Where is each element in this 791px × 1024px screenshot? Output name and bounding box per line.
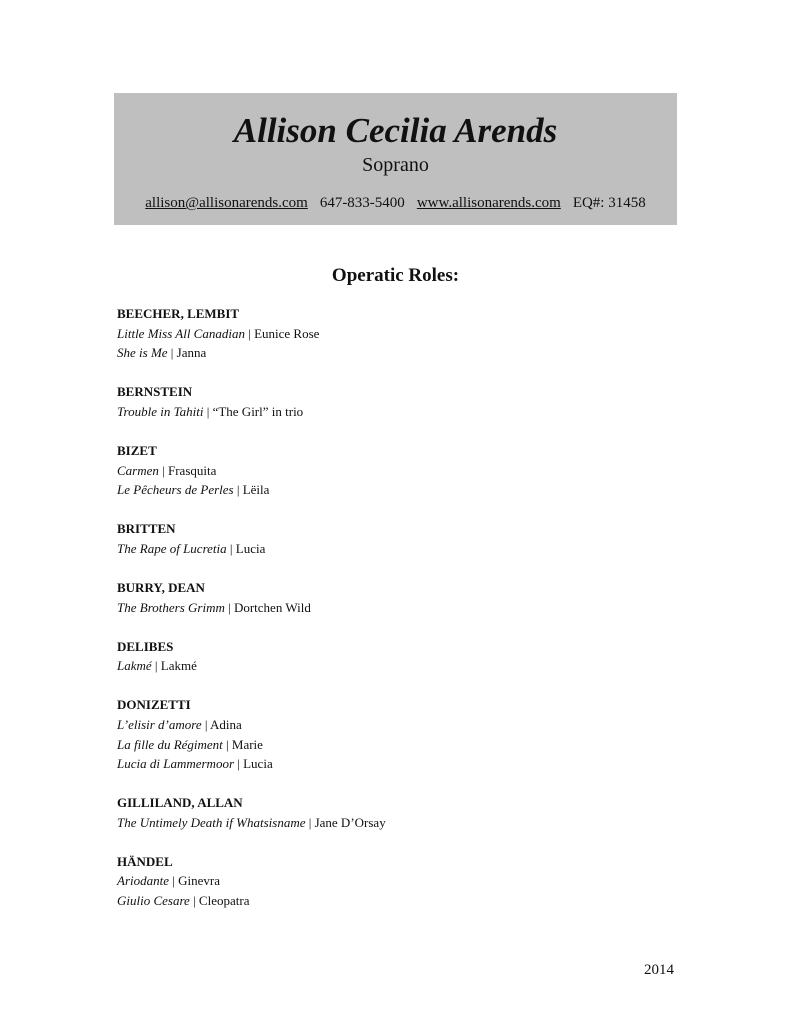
role-name: | Lucia [226,540,266,556]
opera-title: The Brothers Grimm [117,599,225,615]
contact-line [114,193,677,213]
opera-title: Carmen [117,462,159,478]
role-name: | Marie [222,736,263,752]
composer-name: BIZET [117,442,157,458]
opera-title: L’elisir d’amore [117,716,202,732]
role-entry [117,324,677,344]
email-link[interactable]: allison@allisonarends.com [145,195,308,211]
opera-title: Lucia di Lammermoor [117,756,235,772]
composer-name: BRITTEN [117,521,176,537]
role-name: | Adina [201,716,242,732]
role-name: | Cleopatra [189,893,250,909]
composer-name: HÄNDEL [117,853,173,869]
composer-name: BEECHER, LEMBIT [117,306,240,321]
role-name: | Lucia [234,756,273,772]
performer-name: Allison Cecilia Arends [233,111,558,150]
role-name: | Frasquita [158,462,217,478]
role-entry [117,539,677,559]
role-entry [117,735,677,755]
composer-group [117,793,677,832]
role-name: | Janna [167,345,207,361]
role-entry [117,891,677,911]
opera-title: Trouble in Tahiti [117,403,204,419]
role-entry [117,754,677,774]
role-name: | Jane D’Orsay [305,814,386,830]
opera-title: Ariodante [117,873,169,889]
role-name: | “The Girl” in trio [203,403,304,419]
role-entry [117,461,677,481]
role-entry [117,598,677,618]
role-name: | Lëila [233,482,270,498]
composer-group [117,578,677,617]
composer-group [117,695,677,773]
composer-name: DONIZETTI [117,697,191,713]
opera-title: Le Pêcheurs de Perles [117,482,234,498]
role-entry [117,343,677,363]
role-entry [117,656,677,676]
role-name: | Dortchen Wild [224,599,311,615]
role-entry [117,813,677,833]
composer-group [117,382,677,421]
composer-group [117,637,677,676]
composer-group [117,304,677,363]
composer-name: BERNSTEIN [117,384,193,400]
role-name: | Ginevra [169,873,220,889]
voice-type: Soprano [362,154,429,176]
opera-title: The Rape of Lucretia [117,540,227,556]
composer-group [117,441,677,500]
opera-title: Lakmé [117,658,152,674]
opera-title: She is Me [117,345,168,361]
footer-year: 2014 [644,962,674,978]
role-entry [117,715,677,735]
composer-name: DELIBES [117,638,174,654]
role-entry [117,402,677,422]
role-entry [117,871,677,891]
composer-name: BURRY, DEAN [117,579,205,595]
website-link[interactable]: www.allisonarends.com [416,195,561,211]
role-name: | Eunice Rose [244,325,320,341]
equity-number: EQ#: 31458 [572,195,646,211]
opera-title: La fille du Régiment [117,736,223,752]
composer-group [117,519,677,558]
opera-title: Giulio Cesare [117,893,190,909]
role-name: | Lakmé [151,658,197,674]
header-box [114,93,677,225]
composer-group [117,852,677,911]
opera-title: Little Miss All Canadian [117,325,245,341]
composer-name: GILLILAND, ALLAN [117,795,243,811]
role-entry [117,480,677,500]
phone-number: 647-833-5400 [319,195,405,211]
section-title: Operatic Roles: [331,265,460,286]
opera-title: The Untimely Death if Whatsisname [117,814,306,830]
roles-list [117,304,677,930]
